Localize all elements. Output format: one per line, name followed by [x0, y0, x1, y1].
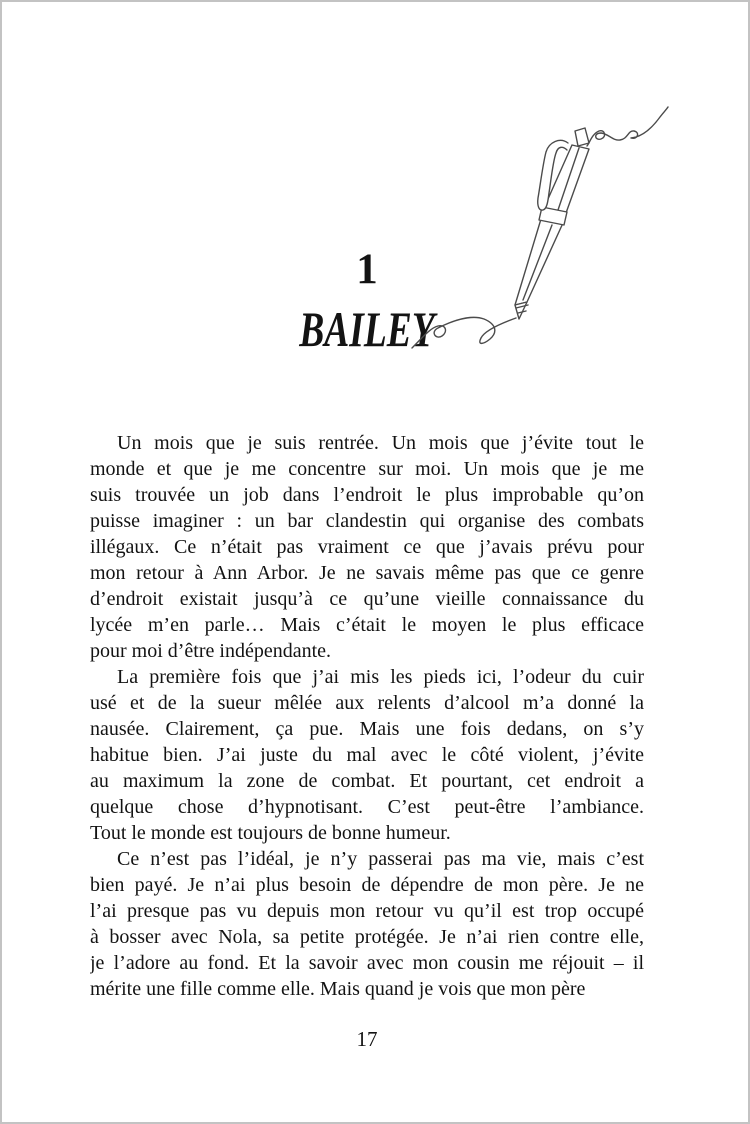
text-line: à bosser avec Nola, sa petite protégée. Je n’ai rien contre elle, — [90, 926, 644, 948]
text-line: suis trouvée un job dans l’endroit le plus improbable qu’on — [90, 484, 644, 506]
text-line: au maximum la zone de combat. Et pourtant, cet endroit a — [90, 770, 644, 792]
chapter-number: 1 — [356, 246, 378, 293]
text-line: Un mois que je suis rentrée. Un mois que j’évite tout le — [117, 432, 644, 454]
text-line: usé et de la sueur mêlée aux relents d’alcool m’a donné la — [90, 692, 644, 714]
pen-illustration — [402, 97, 682, 367]
text-line: bien payé. Je n’ai plus besoin de dépendre de mon père. Je ne — [90, 874, 644, 896]
chapter-title: BAILEY — [299, 301, 435, 357]
text-line: puisse imaginer : un bar clandestin qui organise des combats — [90, 510, 644, 532]
text-line: Tout le monde est toujours de bonne humeur. — [90, 822, 451, 844]
text-line: mérite une fille comme elle. Mais quand je vois que mon père — [90, 978, 586, 1000]
text-line: nausée. Clairement, ça pue. Mais une fois dedans, on s’y — [90, 718, 644, 740]
page-number: 17 — [356, 1027, 378, 1051]
text-line: lycée m’en parle… Mais c’était le moyen le plus efficace — [90, 614, 644, 636]
text-line: quelque chose d’hypnotisant. C’est peut-être l’ambiance. — [90, 796, 644, 818]
text-line: Ce n’est pas l’idéal, je n’y passerai pas ma vie, mais c’est — [117, 848, 644, 870]
body-text — [90, 430, 644, 1002]
pen-line-art-icon — [402, 97, 682, 367]
text-line: La première fois que j’ai mis les pieds ici, l’odeur du cuir — [117, 666, 644, 688]
text-line: monde et que je me concentre sur moi. Un mois que je me — [90, 458, 644, 480]
text-line: habitue bien. J’ai juste du mal avec le côté violent, j’évite — [90, 744, 644, 766]
text-line: je l’adore au fond. Et la savoir avec mon cousin me réjouit – il — [90, 952, 644, 974]
text-line: illégaux. Ce n’était pas vraiment ce que j’avais prévu pour — [90, 536, 644, 558]
top-squiggle — [587, 107, 668, 146]
bottom-squiggle — [412, 317, 516, 348]
text-line: d’endroit existait jusqu’à ce qu’une vieille connaissance du — [90, 588, 644, 610]
text-line: mon retour à Ann Arbor. Je ne savais même pas que ce genre — [90, 562, 644, 584]
text-line: l’ai presque pas vu depuis mon retour vu qu’il est trop occupé — [90, 900, 644, 922]
text-line: pour moi d’être indépendante. — [90, 640, 332, 662]
